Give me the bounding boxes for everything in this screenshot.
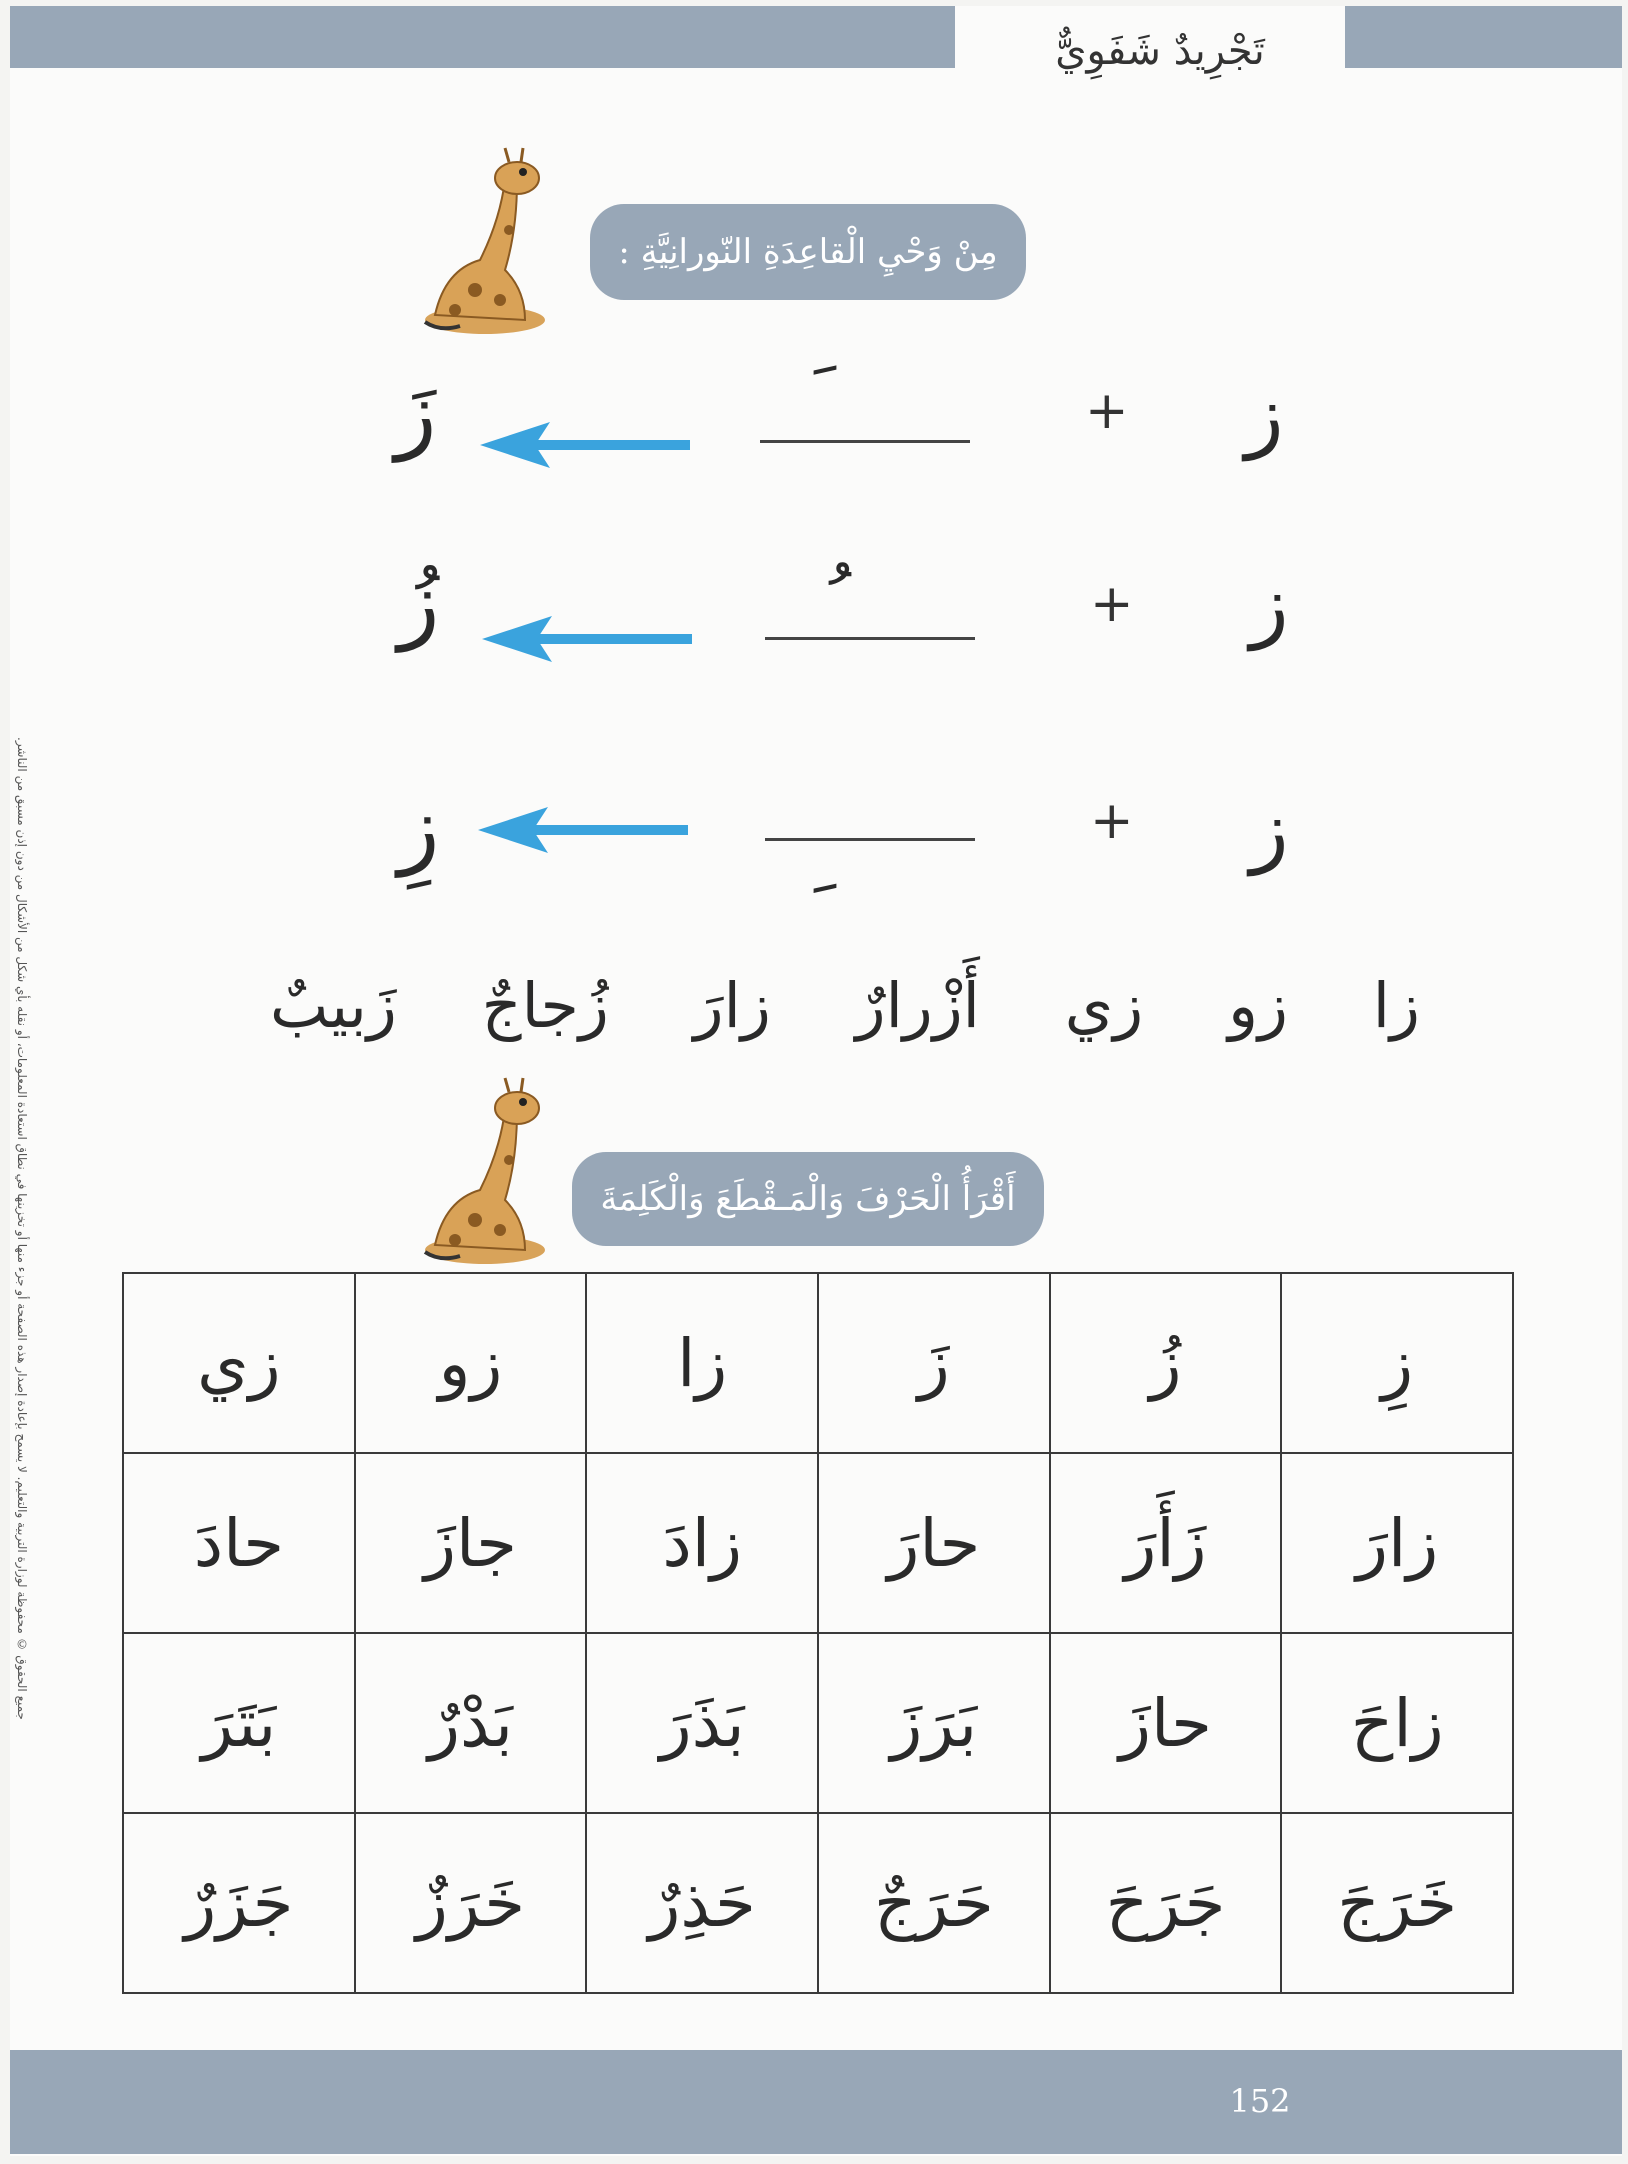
table-cell: جَزَرٌ <box>123 1813 355 1993</box>
arrow-left-icon <box>478 805 688 855</box>
plus-sign: + <box>1090 574 1134 634</box>
table-cell: حادَ <box>123 1453 355 1633</box>
table-cell: حازَ <box>1050 1633 1282 1813</box>
word-item: زَبيبٌ <box>270 968 397 1042</box>
equation-result: زَ <box>395 363 437 463</box>
arrow-left-icon <box>480 420 690 470</box>
table-cell: خَرَزٌ <box>355 1813 587 1993</box>
table-cell: زادَ <box>586 1453 818 1633</box>
equation-letter: ز <box>1245 368 1284 461</box>
header-band-right <box>1345 6 1622 68</box>
word-item: زو <box>1228 968 1288 1042</box>
table-cell: زَأَرَ <box>1050 1453 1282 1633</box>
blank-line <box>765 637 975 640</box>
table-row <box>123 1813 1513 1993</box>
equation-letter: ز <box>1250 783 1289 876</box>
table-cell: زاحَ <box>1281 1633 1513 1813</box>
table-cell: حَرَجٌ <box>818 1813 1050 1993</box>
table-row <box>123 1273 1513 1453</box>
giraffe-illustration <box>405 140 555 340</box>
giraffe-illustration <box>405 1070 555 1270</box>
table-cell: بَرَزَ <box>818 1633 1050 1813</box>
table-cell: بَتَرَ <box>123 1633 355 1813</box>
table-cell: زي <box>123 1273 355 1453</box>
word-item: زا <box>1372 968 1420 1042</box>
section-heading-2: أَقْرَأُ الْحَرْفَ وَالْمَـقْطَعَ وَالْكَلِمَةَ <box>572 1152 1044 1246</box>
word-list <box>270 955 1420 1055</box>
table-cell: حارَ <box>818 1453 1050 1633</box>
table-cell: بَدْرٌ <box>355 1633 587 1813</box>
section-heading-1: مِنْ وَحْيِ الْقاعِدَةِ النّورانِيَّةِ : <box>590 204 1026 300</box>
table-cell: جازَ <box>355 1453 587 1633</box>
equation-result: زُ <box>398 553 440 653</box>
arrow-left-icon <box>482 614 692 664</box>
copyright-note: جميع الحقوق © محفوظة لوزارة التربية والتعليم. لا يسمح بإعادة إصدار هذه الصفحة أو جزء منها أو تخزينها في نطاق استعادة المعلومات، أو نقله بأي شكل من الأشكال من دون إذن مسبق من الناشر. <box>15 737 29 1720</box>
plus-sign: + <box>1090 791 1134 851</box>
table-cell: بَذَرَ <box>586 1633 818 1813</box>
table-cell: حَذِرٌ <box>586 1813 818 1993</box>
table-cell: خَرَجَ <box>1281 1813 1513 1993</box>
word-item: زُجاجٌ <box>481 968 609 1042</box>
table-cell: زُ <box>1050 1273 1282 1453</box>
blank-line <box>760 440 970 443</box>
table-cell: زِ <box>1281 1273 1513 1453</box>
table-cell: جَرَحَ <box>1050 1813 1282 1993</box>
page-title: تَجْرِيدٌ شَفَوِيٌّ <box>1055 28 1265 74</box>
plus-sign: + <box>1085 381 1129 441</box>
table-row <box>123 1633 1513 1813</box>
table-cell: زَ <box>818 1273 1050 1453</box>
equation-letter: ز <box>1250 558 1289 651</box>
page-number: 152 <box>1229 2082 1291 2120</box>
table-cell: زارَ <box>1281 1453 1513 1633</box>
equation-result: زِ <box>398 778 440 878</box>
word-item: زارَ <box>693 968 771 1042</box>
blank-line <box>765 838 975 841</box>
reading-table <box>122 1272 1514 1994</box>
table-cell: زا <box>586 1273 818 1453</box>
word-item: زي <box>1064 968 1144 1042</box>
table-cell: زو <box>355 1273 587 1453</box>
footer-band <box>10 2050 1622 2154</box>
word-item: أَزْرارٌ <box>855 968 980 1042</box>
header-band-left <box>10 6 955 68</box>
table-row <box>123 1453 1513 1633</box>
